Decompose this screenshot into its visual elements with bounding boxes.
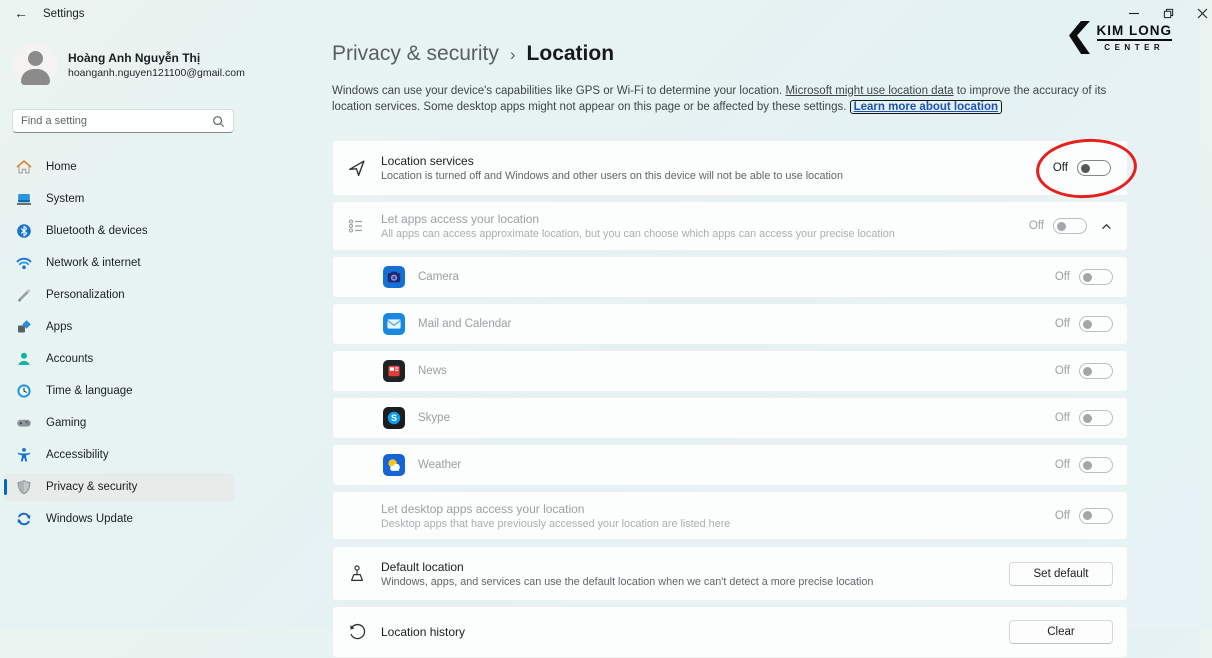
row-title: Let apps access your location [381, 212, 540, 226]
app-permission-row [332, 444, 1128, 486]
gamepad-icon [16, 415, 32, 431]
sidebar-nav [4, 153, 234, 537]
sidebar-item-label: Accounts [46, 353, 94, 365]
sidebar-item-apps[interactable] [4, 313, 234, 341]
logo-chevron-icon [1068, 21, 1092, 54]
search-input[interactable] [13, 115, 212, 127]
news-app-icon [383, 360, 405, 382]
shield-icon [16, 479, 32, 495]
let-apps-toggle[interactable] [1053, 218, 1087, 234]
location-services-toggle[interactable] [1077, 160, 1111, 176]
default-location-row [332, 546, 1128, 601]
user-email: hoanganh.nguyen121100@gmail.com [68, 67, 245, 79]
search-box[interactable] [12, 109, 234, 133]
update-icon [16, 511, 32, 527]
sidebar-item-label: Network & internet [46, 257, 141, 269]
toggle-state-label: Off [1028, 220, 1044, 232]
weather-app-icon [383, 454, 405, 476]
toggle-state-label: Off [1054, 459, 1070, 471]
home-icon [16, 159, 32, 175]
app-list-icon [347, 217, 367, 235]
mail-calendar-toggle[interactable] [1079, 316, 1113, 332]
sidebar-item-label: Accessibility [46, 449, 109, 461]
description-underlined-text: Microsoft might use location data [785, 85, 954, 97]
set-default-button[interactable]: Set default [1009, 562, 1113, 586]
learn-more-link[interactable]: Learn more about location [850, 100, 1002, 114]
toggle-state-label: Off [1054, 271, 1070, 283]
accessibility-icon [16, 447, 32, 463]
sidebar-item-windows-update[interactable] [4, 505, 234, 533]
app-name: Camera [418, 271, 459, 283]
clear-button[interactable]: Clear [1009, 620, 1113, 644]
sidebar-item-label: Time & language [46, 385, 133, 397]
camera-toggle[interactable] [1079, 269, 1113, 285]
app-name: Mail and Calendar [418, 318, 512, 330]
sidebar-item-label: Gaming [46, 417, 87, 429]
let-apps-row [332, 201, 1128, 251]
toggle-state-label: Off [1052, 162, 1068, 174]
brush-icon [16, 287, 32, 303]
app-name: News [418, 365, 447, 377]
sidebar-item-bluetooth[interactable] [4, 217, 234, 245]
logo-text-bottom: CENTER [1104, 43, 1165, 52]
system-icon [16, 191, 32, 207]
app-title: Settings [43, 8, 85, 20]
apps-icon [16, 319, 32, 335]
restore-icon[interactable] [1158, 6, 1178, 20]
row-subtitle: Windows, apps, and services can use the default location when we can't detect a more precise location [381, 575, 874, 588]
chevron-up-icon[interactable] [1100, 220, 1113, 233]
toggle-state-label: Off [1054, 509, 1070, 522]
close-icon[interactable] [1192, 6, 1212, 20]
sidebar-item-label: Privacy & security [46, 481, 138, 493]
row-title: Location services [381, 154, 474, 168]
bluetooth-icon [16, 223, 32, 239]
clock-icon [16, 383, 32, 399]
wifi-icon [16, 255, 32, 271]
weather-toggle[interactable] [1079, 457, 1113, 473]
breadcrumb-separator-icon: › [509, 45, 516, 64]
location-services-row [332, 140, 1128, 196]
row-subtitle: Desktop apps that have previously accessed your location are listed here [381, 517, 731, 530]
row-subtitle: Location is turned off and Windows and other users on this device will not be able to use location [381, 170, 843, 182]
app-permission-row [332, 350, 1128, 392]
sidebar-item-personalization[interactable] [4, 281, 234, 309]
sidebar-item-label: Bluetooth & devices [46, 225, 148, 237]
desktop-apps-toggle[interactable] [1079, 508, 1113, 524]
sidebar-item-label: Home [46, 161, 77, 173]
sidebar-item-gaming[interactable] [4, 409, 234, 437]
skype-app-icon [383, 407, 405, 429]
breadcrumb [332, 42, 614, 66]
sidebar-item-accounts[interactable] [4, 345, 234, 373]
sidebar-item-time-language[interactable] [4, 377, 234, 405]
app-permission-row [332, 303, 1128, 345]
app-name: Skype [418, 412, 450, 424]
location-history-row [332, 606, 1128, 658]
sidebar-item-label: Personalization [46, 289, 125, 301]
app-name: Weather [418, 459, 462, 471]
location-arrow-icon [347, 158, 367, 178]
app-permission-row [332, 256, 1128, 298]
history-icon [347, 622, 367, 642]
camera-app-icon [383, 266, 405, 288]
toggle-state-label: Off [1054, 412, 1070, 424]
sidebar-item-label: System [46, 193, 85, 205]
sidebar-item-accessibility[interactable] [4, 441, 234, 469]
app-permission-row [332, 397, 1128, 439]
breadcrumb-parent[interactable]: Privacy & security [332, 42, 499, 65]
desktop-apps-row [332, 491, 1128, 540]
page-description [332, 84, 1132, 115]
toggle-state-label: Off [1054, 318, 1070, 330]
minimize-icon[interactable] [1124, 6, 1144, 20]
description-text: Windows can use your device's capabilities like GPS or Wi-Fi to determine your location. [332, 85, 786, 97]
kim-long-center-logo [1068, 21, 1205, 54]
mail-app-icon [383, 313, 405, 335]
search-icon[interactable] [212, 115, 225, 128]
back-icon[interactable]: ← [14, 5, 28, 21]
page-title: Location [526, 42, 615, 65]
row-title: Let desktop apps access your location [381, 501, 585, 516]
news-toggle[interactable] [1079, 363, 1113, 379]
svg-text:S: S [390, 413, 398, 424]
user-name: Hoàng Anh Nguyễn Thị [68, 51, 201, 65]
sidebar-item-home[interactable] [4, 153, 234, 181]
toggle-state-label: Off [1054, 365, 1070, 377]
row-title: Location history [381, 625, 466, 639]
sidebar-item-label: Windows Update [46, 513, 133, 525]
logo-text-top: KIM LONG [1096, 23, 1172, 38]
default-location-icon [347, 564, 367, 584]
description-text: to improve the accuracy of its location services. Some desktop apps might not appear on this page or be affected by these settings. [332, 85, 1107, 113]
row-subtitle: All apps can access approximate location, but you can choose which apps can access your precise location [381, 228, 895, 240]
sidebar-item-label: Apps [46, 321, 73, 333]
sidebar-item-privacy-security[interactable] [4, 473, 234, 501]
sidebar-item-system[interactable] [4, 185, 234, 213]
sidebar-item-network[interactable] [4, 249, 234, 277]
avatar[interactable] [13, 42, 58, 87]
row-title: Default location [381, 559, 464, 574]
skype-toggle[interactable] [1079, 410, 1113, 426]
accounts-icon [16, 351, 32, 367]
